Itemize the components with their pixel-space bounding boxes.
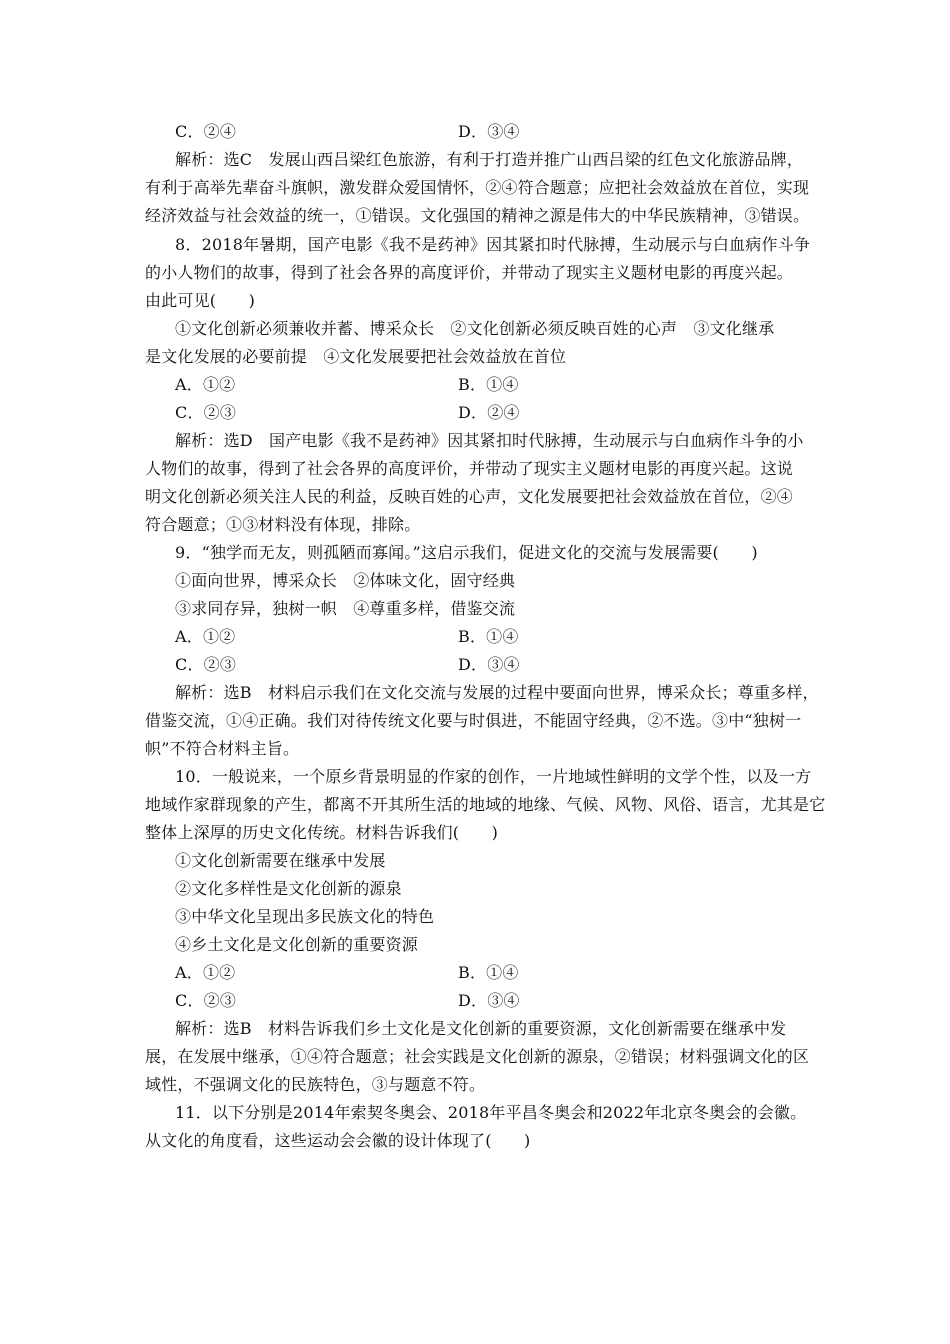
option-right: B．①④	[458, 627, 519, 646]
text-line: 域性，不强调文化的民族特色，③与题意不符。	[145, 1075, 486, 1094]
text-line: 解析：选B 材料告诉我们乡土文化是文化创新的重要资源，文化创新需要在继承中发	[175, 1019, 787, 1038]
text-line: 解析：选D 国产电影《我不是药神》因其紧扣时代脉搏，生动展示与白血病作斗争的小	[175, 431, 804, 450]
option-row	[175, 963, 815, 983]
text-line: ③中华文化呈现出多民族文化的特色	[175, 907, 435, 926]
text-line: 从文化的角度看，这些运动会会徽的设计体现了( )	[145, 1131, 531, 1150]
text-line: 经济效益与社会效益的统一，①错误。文化强国的精神之源是伟大的中华民族精神，③错误。	[145, 206, 810, 225]
option-right: D．③④	[458, 655, 520, 674]
text-line: 地域作家群现象的产生，都离不开其所生活的地域的地缘、气候、风物、风俗、语言，尤其是它	[145, 795, 826, 814]
text-line: 符合题意；①③材料没有体现，排除。	[145, 515, 421, 534]
text-line: 11．以下分别是2014年索契冬奥会、2018年平昌冬奥会和2022年北京冬奥会的会徽。	[175, 1103, 807, 1122]
text-line: 借鉴交流，①④正确。我们对待传统文化要与时俱进，不能固守经典，②不选。③中“独树一	[145, 711, 802, 730]
option-right: B．①④	[458, 375, 519, 394]
text-line: ①文化创新需要在继承中发展	[175, 851, 386, 870]
text-line: 的小人物们的故事，得到了社会各界的高度评价，并带动了现实主义题材电影的再度兴起。	[145, 263, 794, 282]
option-row	[175, 627, 815, 647]
text-line: 解析：选B 材料启示我们在文化交流与发展的过程中要面向世界，博采众长；尊重多样，	[175, 683, 819, 702]
option-left: C．②③	[175, 991, 237, 1010]
option-row	[175, 403, 815, 423]
option-left: A．①②	[175, 963, 236, 982]
text-line: 帜”不符合材料主旨。	[145, 739, 300, 758]
text-line: ①面向世界，博采众长 ②体味文化，固守经典	[175, 571, 516, 590]
text-line: 由此可见( )	[145, 291, 256, 310]
option-right: D．③④	[458, 122, 520, 141]
text-line: 解析：选C 发展山西吕梁红色旅游，有利于打造并推广山西吕梁的红色文化旅游品牌，	[175, 150, 804, 169]
option-right: D．②④	[458, 403, 520, 422]
option-right: B．①④	[458, 963, 519, 982]
option-row	[175, 122, 815, 142]
text-line: 人物们的故事，得到了社会各界的高度评价，并带动了现实主义题材电影的再度兴起。这说	[145, 459, 794, 478]
text-line: 9．“独学而无友，则孤陋而寡闻。”这启示我们，促进文化的交流与发展需要( )	[175, 543, 758, 562]
text-line: 展，在发展中继承，①④符合题意；社会实践是文化创新的源泉，②错误；材料强调文化的区	[145, 1047, 810, 1066]
option-row	[175, 991, 815, 1011]
option-row	[175, 655, 815, 675]
text-line: ②文化多样性是文化创新的源泉	[175, 879, 402, 898]
text-line: 是文化发展的必要前提 ④文化发展要把社会效益放在首位	[145, 347, 567, 366]
option-left: C．②④	[175, 122, 237, 141]
option-left: A．①②	[175, 627, 236, 646]
text-line: 有利于高举先辈奋斗旗帜，激发群众爱国情怀，②④符合题意；应把社会效益放在首位，实现	[145, 178, 810, 197]
text-line: ④乡土文化是文化创新的重要资源	[175, 935, 419, 954]
option-left: A．①②	[175, 375, 236, 394]
text-line: 整体上深厚的历史文化传统。材料告诉我们( )	[145, 823, 499, 842]
text-line: ①文化创新必须兼收并蓄、博采众长 ②文化创新必须反映百姓的心声 ③文化继承	[175, 319, 775, 338]
option-row	[175, 375, 815, 395]
text-line: 8．2018年暑期，国产电影《我不是药神》因其紧扣时代脉搏，生动展示与白血病作斗争	[175, 235, 811, 254]
option-right: D．③④	[458, 991, 520, 1010]
text-line: 10．一般说来，一个原乡背景明显的作家的创作，一片地域性鲜明的文学个性，以及一方	[175, 767, 812, 786]
text-line: ③求同存异，独树一帜 ④尊重多样，借鉴交流	[175, 599, 516, 618]
option-left: C．②③	[175, 655, 237, 674]
option-left: C．②③	[175, 403, 237, 422]
text-line: 明文化创新必须关注人民的利益，反映百姓的心声，文化发展要把社会效益放在首位，②④	[145, 487, 794, 506]
